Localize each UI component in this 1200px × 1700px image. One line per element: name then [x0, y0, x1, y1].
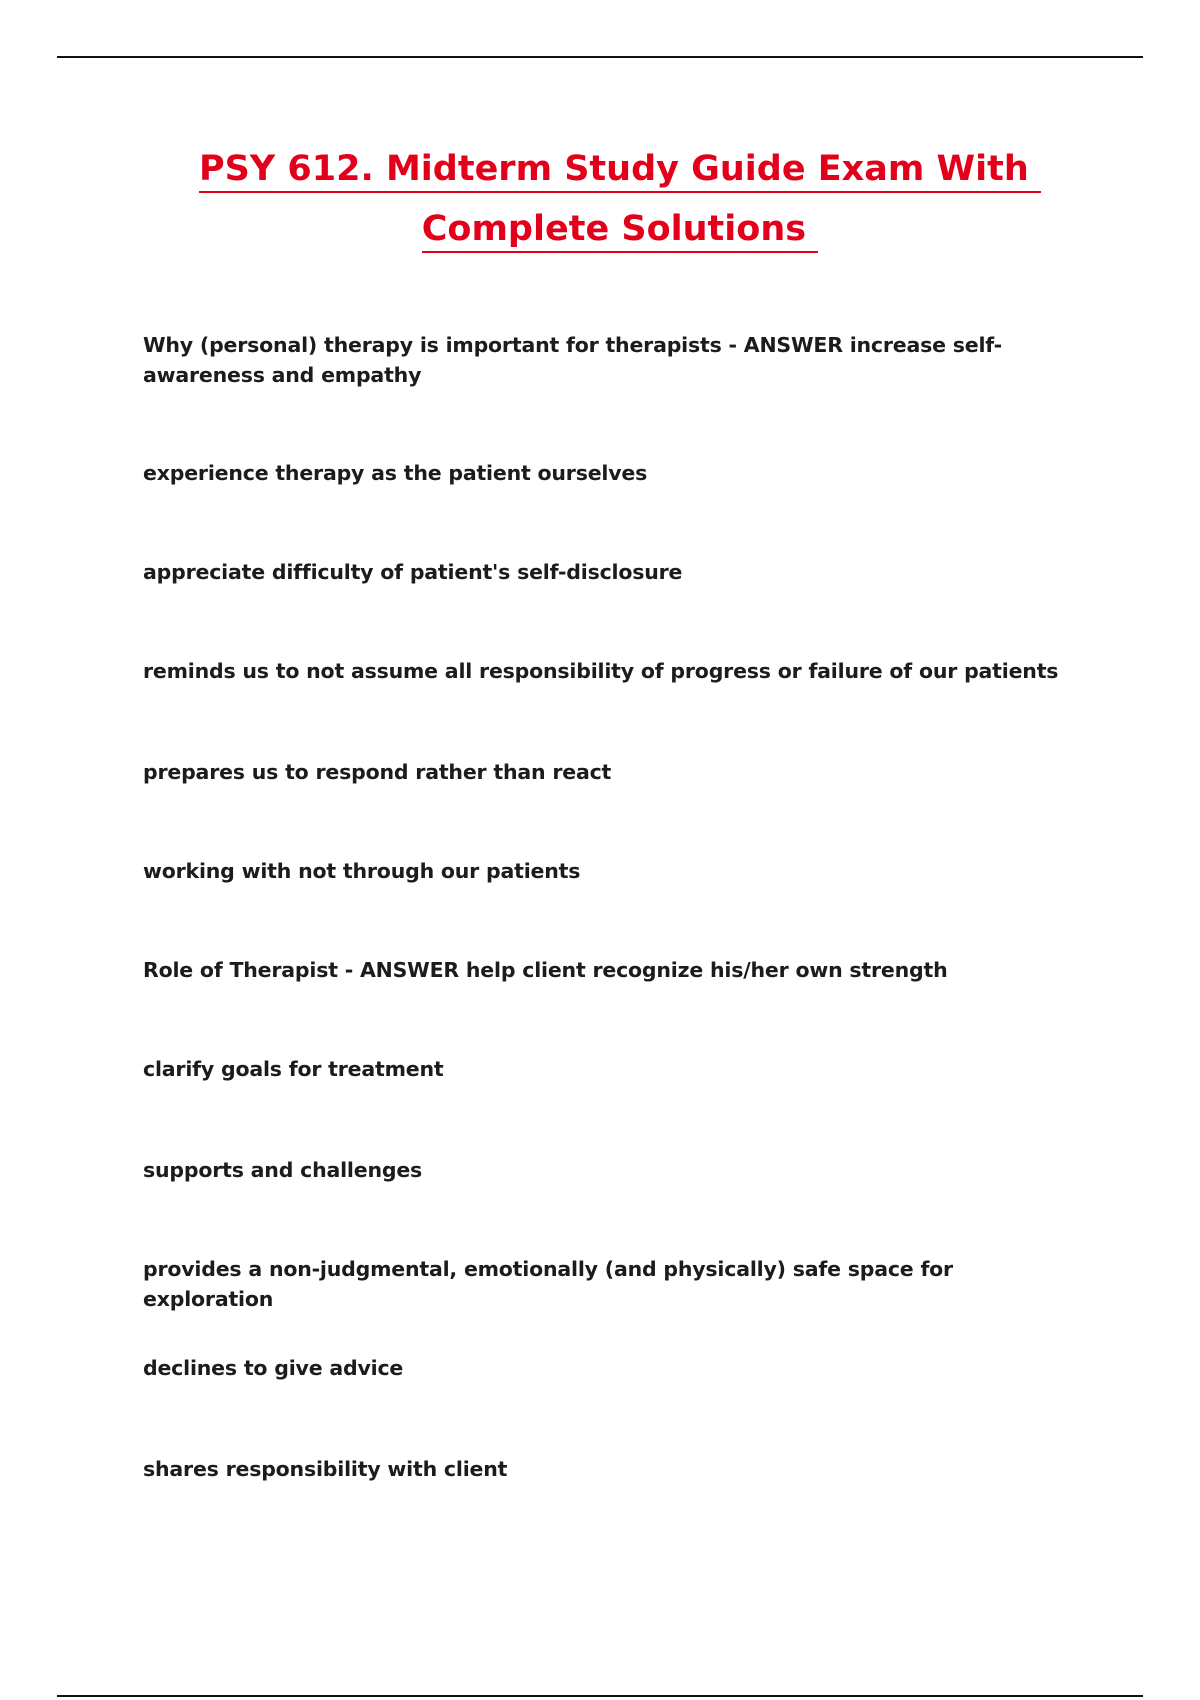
study-entry: working with not through our patients — [143, 859, 581, 883]
study-entry: prepares us to respond rather than react — [143, 760, 612, 784]
study-entry: shares responsibility with client — [143, 1457, 508, 1481]
title-text-2: Complete Solutions — [422, 212, 819, 253]
study-entry: appreciate difficulty of patient's self-disclosure — [143, 560, 683, 584]
study-entry: provides a non-judgmental, emotionally (and physically) safe space for exploration — [143, 1257, 953, 1311]
study-entry: reminds us to not assume all responsibility of progress or failure of our patients — [143, 659, 1059, 683]
study-entry: supports and challenges — [143, 1158, 423, 1182]
document-title-line-2 — [0, 209, 1200, 253]
study-entry: Role of Therapist - ANSWER help client recognize his/her own strength — [143, 958, 948, 982]
study-entry: clarify goals for treatment — [143, 1057, 444, 1081]
study-entry: experience therapy as the patient ourselves — [143, 461, 648, 485]
bottom-divider — [57, 1695, 1143, 1697]
study-entry: Why (personal) therapy is important for therapists - ANSWER increase self-awareness and empathy — [143, 333, 1002, 387]
study-entry: declines to give advice — [143, 1356, 404, 1380]
document-title-line-1 — [0, 149, 1200, 193]
top-divider — [57, 56, 1143, 58]
title-text-1: PSY 612. Midterm Study Guide Exam With — [199, 152, 1041, 193]
